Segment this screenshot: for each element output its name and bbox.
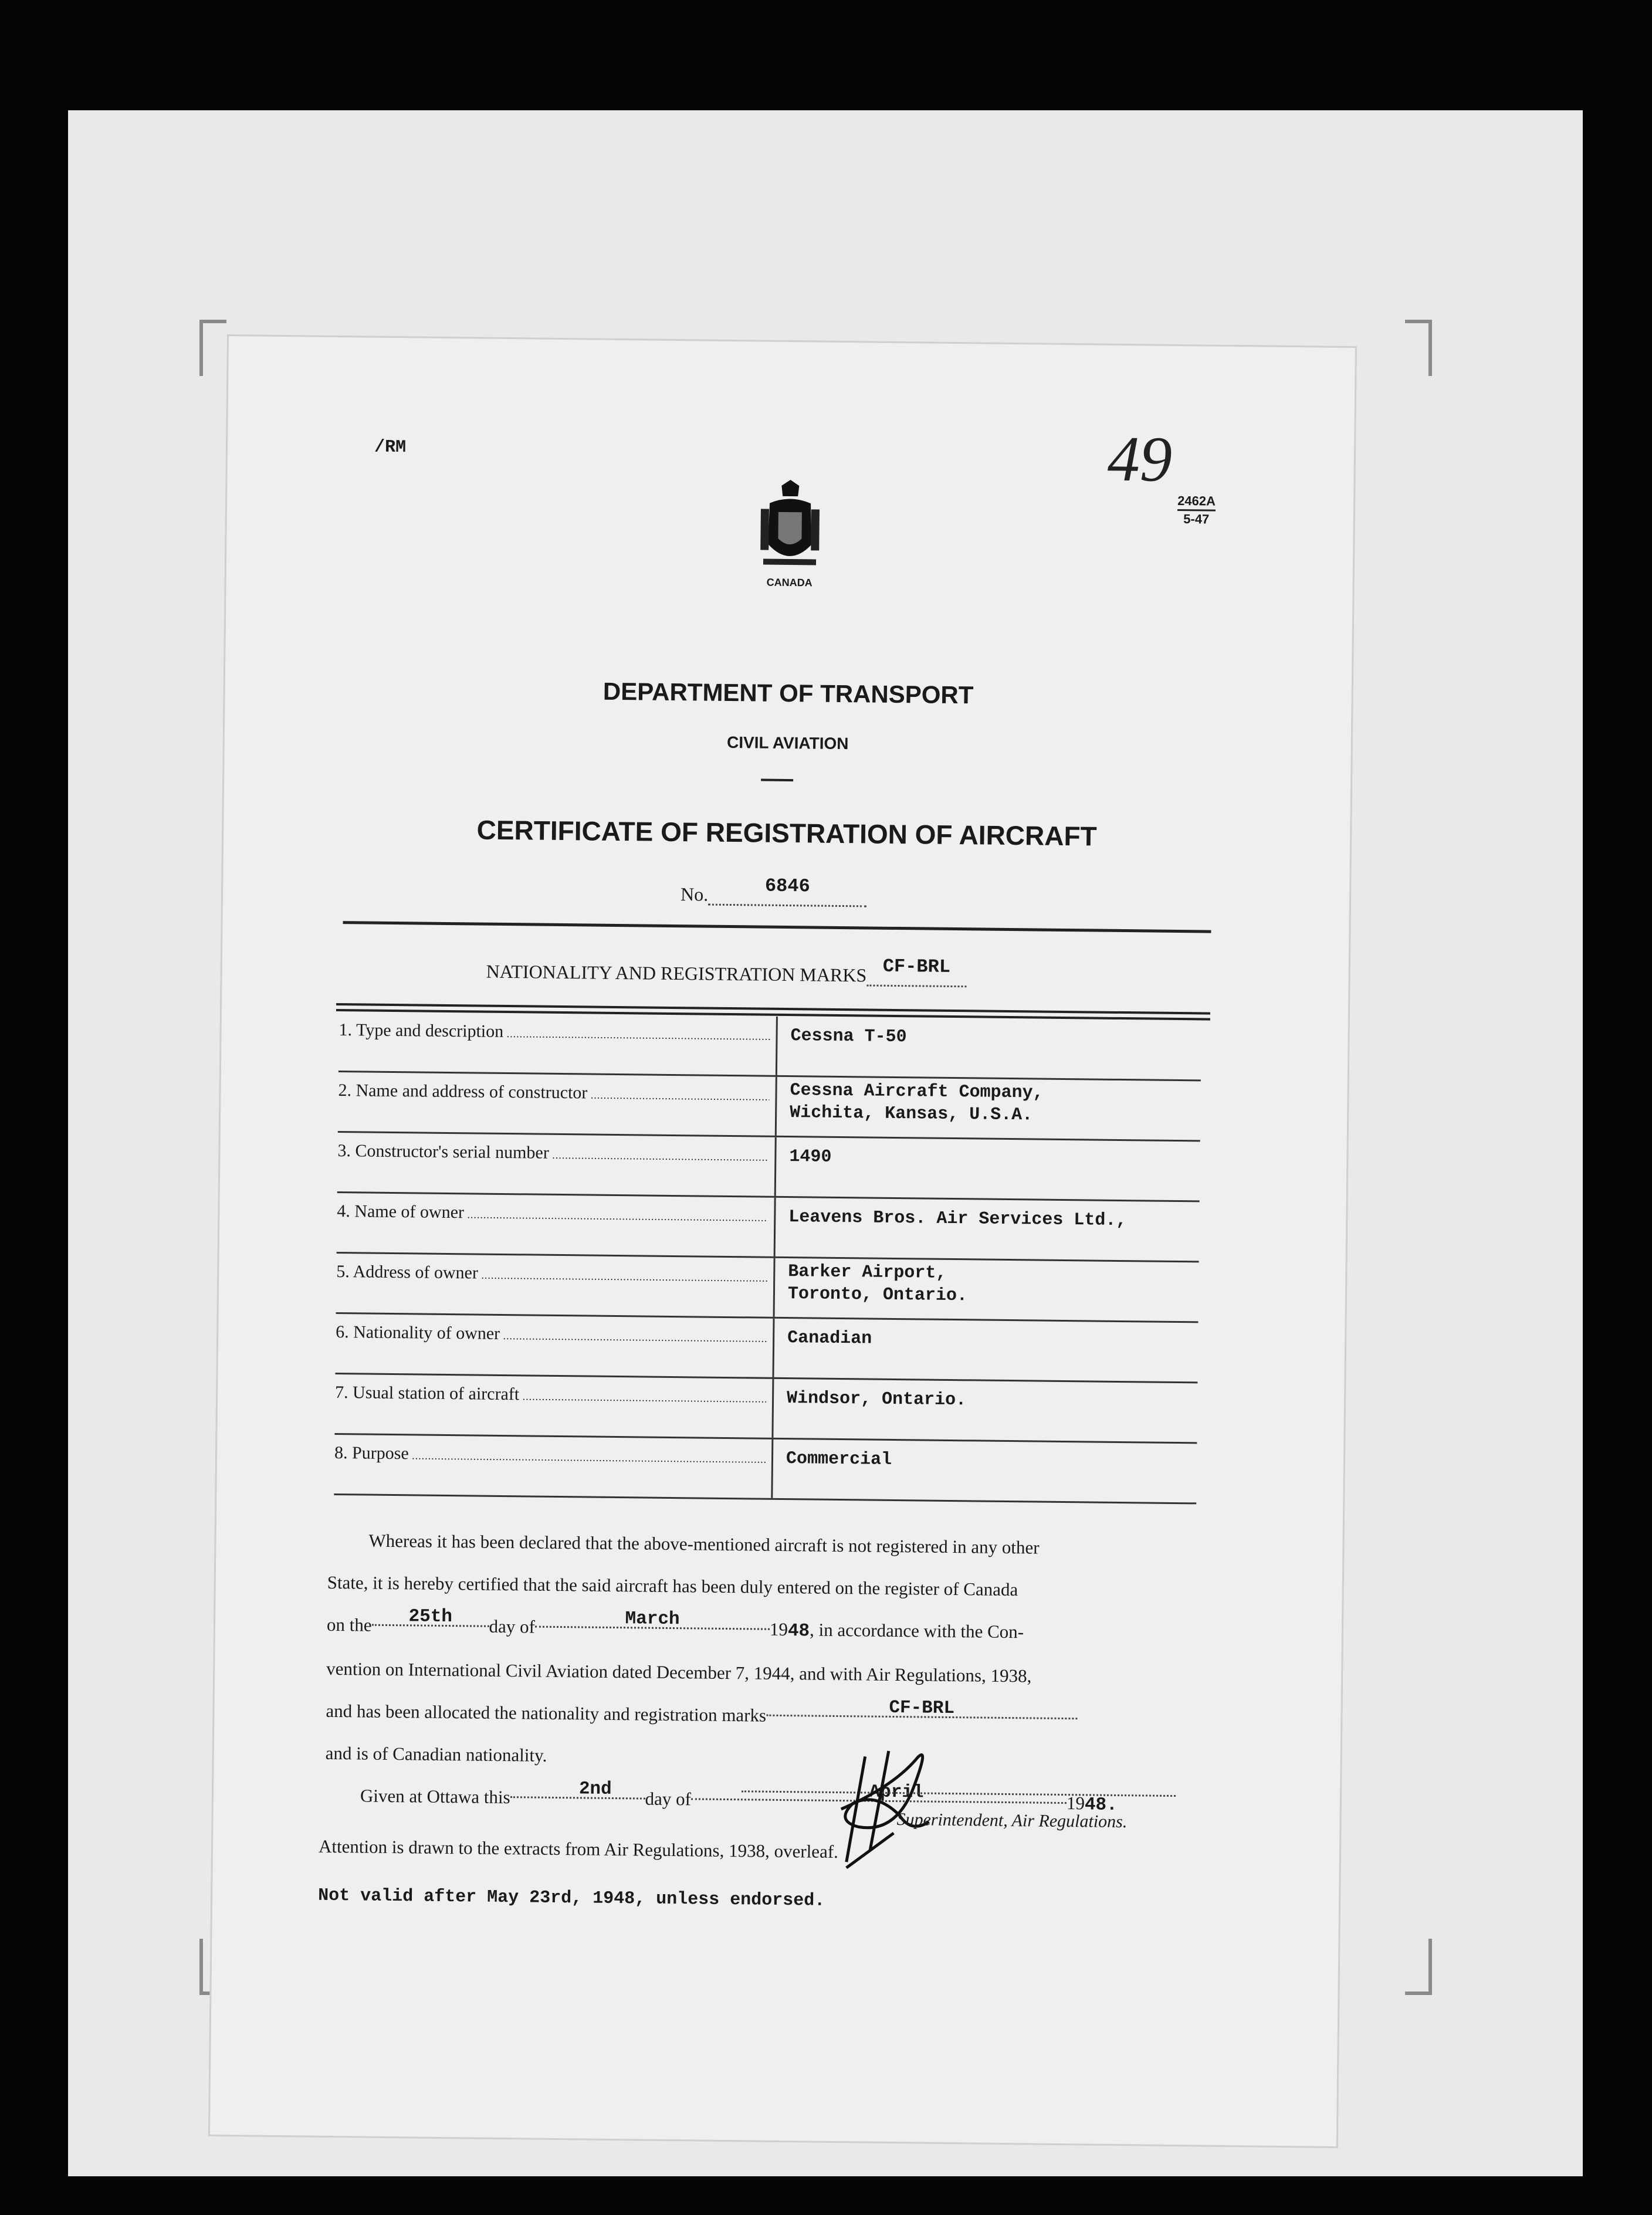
- row-value: Commercial: [786, 1449, 892, 1470]
- given-text: day of: [645, 1788, 692, 1810]
- cert-text: day of: [489, 1615, 536, 1637]
- certificate-paper: [210, 336, 1355, 2146]
- divider: [343, 921, 1211, 933]
- row-value: Leavens Bros. Air Services Ltd.,: [788, 1207, 1127, 1231]
- given-month: April: [869, 1782, 924, 1803]
- number-value: 6846: [764, 875, 810, 897]
- marks-label: NATIONALITY AND REGISTRATION MARKS: [486, 960, 867, 986]
- row-value: Barker Airport, Toronto, Ontario.: [787, 1262, 968, 1306]
- signatory-title: Superintendent, Air Regulations.: [896, 1810, 1128, 1832]
- cert-line: vention on International Civil Aviation dated December 7, 1944, and with Air Regulations, 1938,: [326, 1658, 1032, 1686]
- row-label: 7. Usual station of aircraft .....: [335, 1383, 766, 1407]
- table-row: [334, 1374, 1197, 1444]
- divider: [761, 779, 793, 782]
- department-heading: DEPARTMENT OF TRANSPORT: [602, 677, 974, 709]
- table-row: [334, 1435, 1197, 1504]
- crop-mark: [1405, 320, 1432, 376]
- table-row: [337, 1133, 1200, 1202]
- crop-mark: [1405, 1939, 1432, 1995]
- coat-of-arms-icon: [757, 479, 823, 574]
- row-value: Windsor, Ontario.: [786, 1388, 967, 1411]
- given-text: 19: [1066, 1793, 1085, 1814]
- crop-mark: [199, 320, 226, 376]
- row-value: Canadian: [787, 1328, 872, 1349]
- cert-text: , in accordance with the Con-: [809, 1619, 1024, 1642]
- row-label: 8. Purpose .....: [334, 1443, 766, 1468]
- row-value: Cessna Aircraft Company, Wichita, Kansas, U.S.A.: [790, 1081, 1044, 1126]
- registration-month: March: [625, 1608, 680, 1630]
- cert-text: on the: [326, 1614, 372, 1635]
- registration-day: 25th: [408, 1606, 453, 1628]
- table-row: [335, 1314, 1198, 1383]
- form-date: 5-47: [1183, 512, 1210, 527]
- crest-label: CANADA: [766, 576, 813, 589]
- row-value: 1490: [789, 1147, 832, 1167]
- table-row: [338, 1072, 1201, 1142]
- certificate-number: [680, 875, 866, 907]
- validity-note: Not valid after May 23rd, 1948, unless endorsed.: [317, 1885, 825, 1911]
- row-label: 2. Name and address of constructor .....: [338, 1081, 769, 1105]
- table-row: [338, 1012, 1201, 1081]
- row-label: 4. Name of owner .....: [337, 1201, 768, 1226]
- given-text: Given at Ottawa this: [360, 1785, 510, 1808]
- number-label: No.: [680, 883, 709, 905]
- handwritten-page-number: 49: [1107, 422, 1173, 495]
- given-day: 2nd: [578, 1779, 612, 1800]
- file-mark: /RM: [374, 437, 407, 458]
- cert-line: and is of Canadian nationality.: [325, 1742, 547, 1766]
- row-label: 5. Address of owner .....: [336, 1262, 767, 1286]
- form-id: [1177, 493, 1216, 528]
- row-label: 6. Nationality of owner .....: [336, 1322, 767, 1347]
- form-number: 2462A: [1177, 493, 1216, 512]
- canada-crest: [751, 479, 829, 589]
- row-label: 1. Type and description .....: [338, 1020, 770, 1045]
- registration-year: 48: [787, 1621, 810, 1642]
- registration-marks: CF-BRL: [889, 1697, 955, 1719]
- given-year: 48.: [1084, 1794, 1118, 1816]
- cert-text: 19: [769, 1618, 788, 1640]
- cert-line: Whereas it has been declared that the above-mentioned aircraft is not registered in any other: [368, 1530, 1040, 1558]
- table-row: [337, 1193, 1200, 1262]
- attention-note: Attention is drawn to the extracts from Air Regulations, 1938, overleaf.: [318, 1835, 839, 1862]
- certificate-title: CERTIFICATE OF REGISTRATION OF AIRCRAFT: [476, 814, 1097, 852]
- registration-marks-line: [486, 955, 966, 988]
- marks-value: CF-BRL: [882, 955, 951, 978]
- branch-heading: CIVIL AVIATION: [726, 733, 849, 753]
- table-row: [336, 1254, 1199, 1323]
- row-label: 3. Constructor's serial number .....: [337, 1141, 769, 1166]
- cert-line: State, it is hereby certified that the said aircraft has been duly entered on the register of Canada: [327, 1572, 1018, 1600]
- certification-paragraph: [325, 1519, 1202, 1828]
- row-value: Cessna T-50: [790, 1026, 907, 1048]
- cert-text: and has been allocated the nationality and registration marks: [326, 1700, 767, 1726]
